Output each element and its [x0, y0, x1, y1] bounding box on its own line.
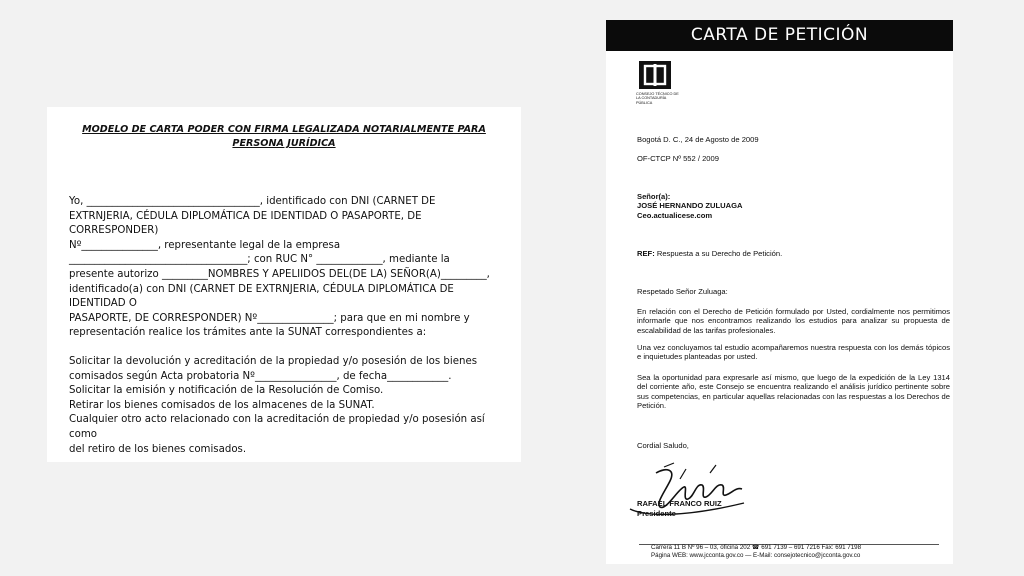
logo-caption: CONSEJO TÉCNICO DE LA CONTADURÍA PÚBLICA — [636, 92, 679, 105]
recipient-email: Ceo.actualicese.com — [637, 211, 713, 220]
letter-greeting: Respetado Señor Zuluaga: — [637, 287, 728, 296]
recipient-name: JOSÉ HERNANDO ZULUAGA — [637, 201, 743, 210]
body-line: presente autorizo _________NOMBRES Y APELIIDOS DEL(DE LA) SEÑOR(A)_________, — [69, 268, 490, 280]
letter-reference-number: OF-CTCP Nº 552 / 2009 — [637, 154, 719, 163]
item-line: Retirar los bienes comisados de los almacenes de la SUNAT. — [69, 399, 375, 411]
council-logo-icon — [639, 61, 671, 89]
recipient-salutation: Señor(a): — [637, 192, 671, 201]
letter-date: Bogotá D. C., 24 de Agosto de 2009 — [637, 135, 759, 144]
item-line: del retiro de los bienes comisados. — [69, 443, 247, 455]
footer-address: Carrera 11 B Nº 96 – 03, oficina 202 ☎ 691 7139 – 691 7216 Fax: 691 7198 — [651, 544, 862, 551]
document-title: MODELO DE CARTA PODER CON FIRMA LEGALIZADA NOTARIALMENTE PARA PERSONA JURÍDICA — [82, 124, 486, 149]
signer-name: RAFAEL FRANCO RUIZ — [637, 499, 722, 508]
slide-header: CARTA DE PETICIÓN — [606, 20, 953, 51]
body-line: identificado(a) con DNI (CARNET DE EXTRNJERIA, CÉDULA DIPLOMÁTICA DE IDENTIDAD O — [69, 283, 454, 310]
body-line: PASAPORTE, DE CORRESPONDER) Nº_______________; para que en mi nombre y — [69, 312, 470, 324]
document-body — [69, 195, 499, 457]
letter-paragraph: Una vez concluyamos tal estudio acompañaremos nuestra respuesta con los demás tópicos e inquietudes planteadas por usted. — [637, 343, 950, 362]
body-line: ___________________________________; con RUC N° _____________, mediante la — [69, 254, 450, 266]
item-line: Solicitar la emisión y notificación de la Resolución de Comiso. — [69, 385, 384, 397]
body-line: Nº_______________, representante legal de la empresa — [69, 239, 341, 251]
signer-title: Presidente — [637, 509, 676, 518]
letter-paragraph: En relación con el Derecho de Petición formulado por Usted, cordialmente nos permitimos informarle que nos encontramos realizando los estudios para analizar su propuesta de escalabilidad de las tarifas profesionales. — [637, 307, 950, 335]
letter-paragraph: Sea la oportunidad para expresarle así mismo, que luego de la expedición de la Ley 1314 del corriente año, este Consejo se encuentra realizando el análisis jurídico pertinente sobre sus competencias, en particular aquellas relacionadas con las respuestas a los Derechos de Petición. — [637, 373, 950, 411]
item-line: Cualquier otro acto relacionado con la acreditación de propiedad y/o posesión así como — [69, 414, 485, 440]
body-line: representación realice los trámites ante la SUNAT correspondientes a: — [69, 327, 427, 339]
body-line: Yo, __________________________________, identificado con DNI (CARNET DE — [69, 196, 436, 207]
body-line: EXTRNJERIA, CÉDULA DIPLOMÁTICA DE IDENTIDAD O PASAPORTE, DE CORRESPONDER) — [69, 210, 422, 237]
power-of-attorney-document — [47, 107, 521, 462]
reference-line — [637, 249, 782, 259]
footer-contact: Página WEB: www.jcconta.gov.co — E-Mail: consejotecnico@jcconta.gov.co — [651, 552, 861, 559]
item-line: comisados según Acta probatoria Nº________________, de fecha____________. — [69, 370, 452, 382]
letter-closing: Cordial Saludo, — [637, 441, 689, 450]
ref-text: Respuesta a su Derecho de Petición. — [654, 249, 783, 258]
item-line: Solicitar la devolución y acreditación de la propiedad y/o posesión de los bienes — [69, 355, 478, 367]
petition-letter — [606, 51, 953, 564]
ref-label: REF: — [637, 249, 655, 258]
